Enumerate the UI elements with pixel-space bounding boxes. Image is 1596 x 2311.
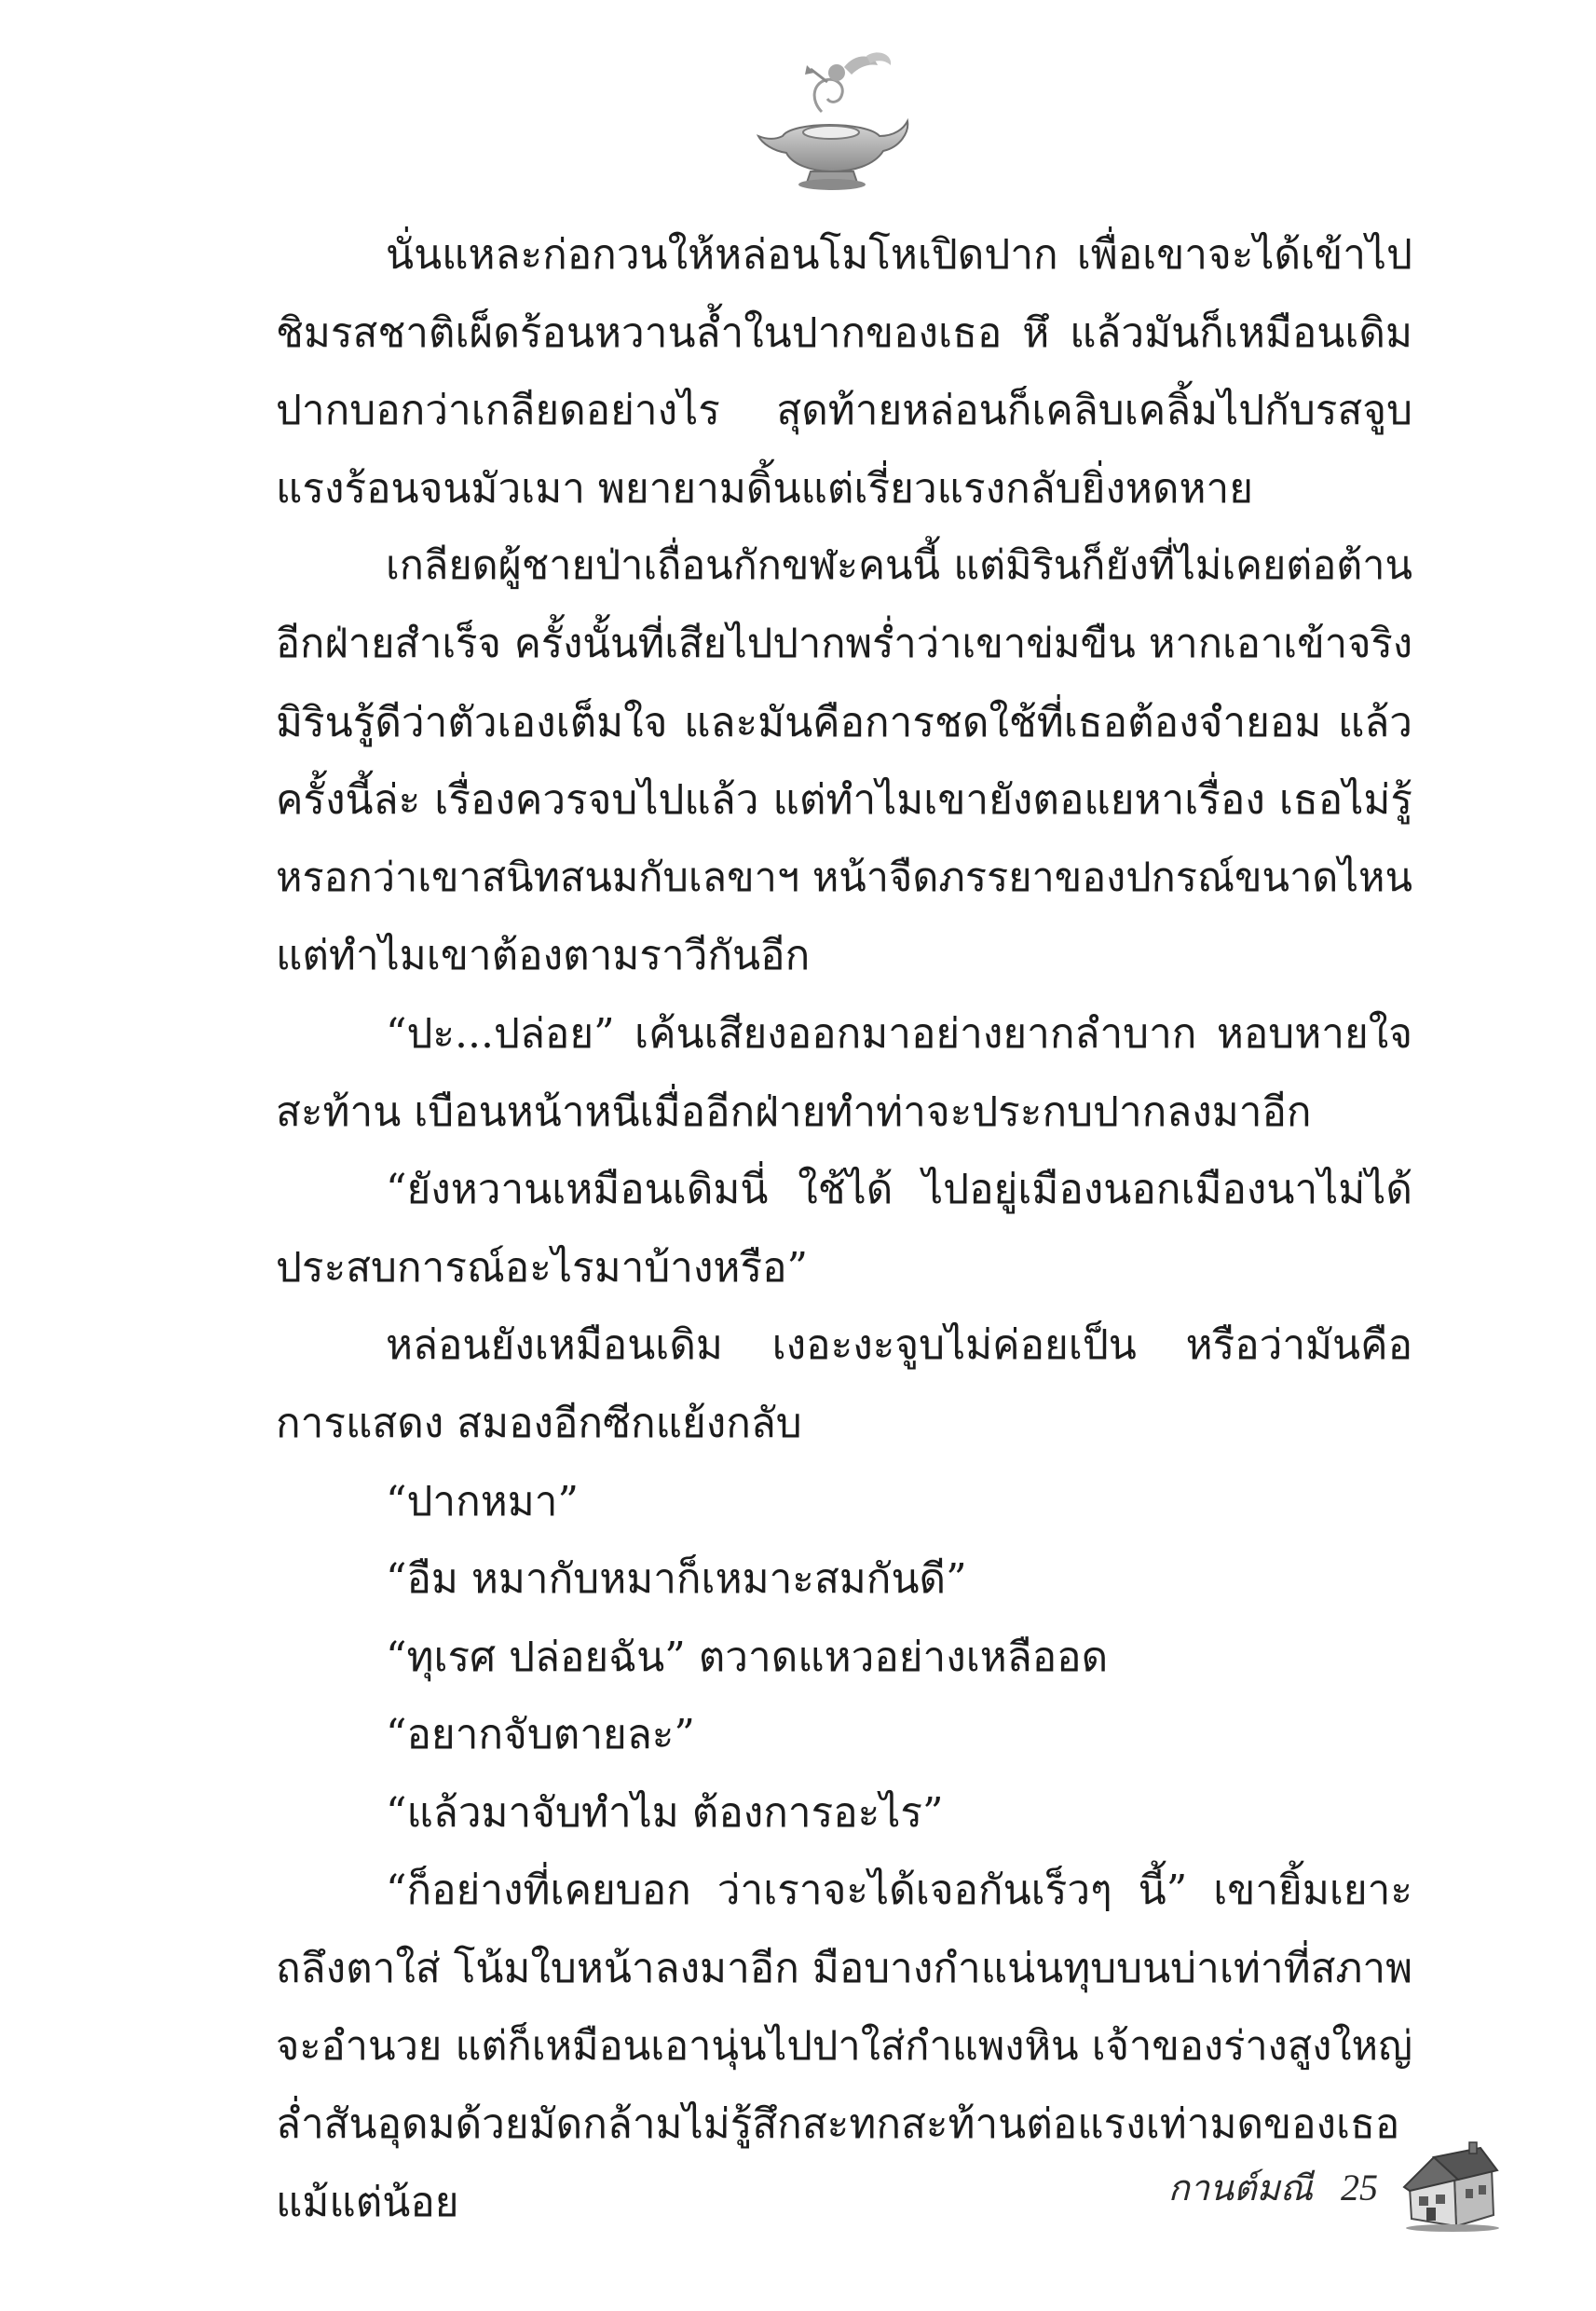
text-line: สะท้าน เบือนหน้าหนีเมื่ออีกฝ่ายทำท่าจะประกบปากลงมาอีก xyxy=(276,1087,1312,1136)
text-line: “อยากจับตายละ” xyxy=(386,1711,695,1759)
text-line: เกลียดผู้ชายป่าเถื่อนกักขฬะคนนี้ แต่มิรินก็ยังที่ไม่เคยต่อต้าน xyxy=(386,542,1412,590)
text-line: การแสดง สมองอีกซีกแย้งกลับ xyxy=(276,1399,802,1447)
text-line: ปากบอกว่าเกลียดอย่างไร สุดท้ายหล่อนก็เคลิบเคลิ้มไปกับรสจูบ xyxy=(276,387,1412,435)
page-footer xyxy=(1168,2136,1503,2238)
text-line: “ยังหวานเหมือนเดิมนี่ ใช้ได้ ไปอยู่เมืองนอกเมืองนาไม่ได้ xyxy=(386,1166,1412,1214)
text-line: ถลึงตาใส่ โน้มใบหน้าลงมาอีก มือบางกำแน่นทุบบนบ่าเท่าที่สภาพ xyxy=(276,1945,1413,1993)
text-line: อีกฝ่ายสำเร็จ ครั้งนั้นที่เสียไปปากพร่ำว่าเขาข่มขืน หากเอาเข้าจริง xyxy=(276,620,1412,667)
text-line: แต่ทำไมเขาต้องตามราวีกันอีก xyxy=(276,932,811,980)
text-line: มิรินรู้ดีว่าตัวเองเต็มใจ และมันคือการชดใช้ที่เธอต้องจำยอม แล้ว xyxy=(276,698,1412,746)
text-line: ประสบการณ์อะไรมาบ้างหรือ” xyxy=(276,1243,808,1292)
author-name: กานต์มณี xyxy=(1167,2167,1313,2208)
text-line: ครั้งนี้ล่ะ เรื่องควรจบไปแล้ว แต่ทำไมเขายังตอแยหาเรื่อง เธอไม่รู้ xyxy=(276,776,1412,825)
text-line: จะอำนวย แต่ก็เหมือนเอานุ่นไปปาใส่กำแพงหิน เจ้าของร่างสูงใหญ่ xyxy=(276,2022,1412,2070)
text-line: ล่ำสันอุดมด้วยมัดกล้ามไม่รู้สึกสะทกสะท้านต่อแรงเท่ามดของเธอ xyxy=(276,2100,1400,2149)
text-line: “ปากหมา” xyxy=(386,1477,579,1525)
genie-lamp-ornament-icon xyxy=(755,47,913,196)
text-line: แรงร้อนจนมัวเมา พยายามดิ้นแต่เรี่ยวแรงกลับยิ่งหดหาย xyxy=(276,464,1253,513)
text-line: “ปะ...ปล่อย” เค้นเสียงออกมาอย่างยากลำบาก หอบหายใจ xyxy=(386,1009,1412,1058)
house-icon xyxy=(1400,2140,1503,2234)
body-text xyxy=(276,216,1412,2241)
text-line: นั่นแหละก่อกวนให้หล่อนโมโหเปิดปาก เพื่อเขาจะได้เข้าไป xyxy=(386,231,1412,279)
text-line: หรอกว่าเขาสนิทสนมกับเลขาฯ หน้าจืดภรรยาของปกรณ์ขนาดไหน xyxy=(276,854,1413,901)
text-line: “ก็อย่างที่เคยบอก ว่าเราจะได้เจอกันเร็วๆ นี้” เขายิ้มเยาะ xyxy=(386,1867,1412,1915)
text-line: หล่อนยังเหมือนเดิม เงอะงะจูบไม่ค่อยเป็น หรือว่ามันคือ xyxy=(386,1321,1412,1370)
text-line: “ทุเรศ ปล่อยฉัน” ตวาดแหวอย่างเหลืออด xyxy=(386,1633,1109,1681)
text-line: “แล้วมาจับทำไม ต้องการอะไร” xyxy=(386,1788,944,1837)
text-line: “อืม หมากับหมาก็เหมาะสมกันดี” xyxy=(386,1555,967,1604)
page-number: 25 xyxy=(1341,2166,1378,2208)
text-line: แม้แต่น้อย xyxy=(276,2178,459,2226)
text-line: ชิมรสชาติเผ็ดร้อนหวานล้ำในปากของเธอ หึ แล้วมันก็เหมือนเดิม xyxy=(276,308,1412,357)
